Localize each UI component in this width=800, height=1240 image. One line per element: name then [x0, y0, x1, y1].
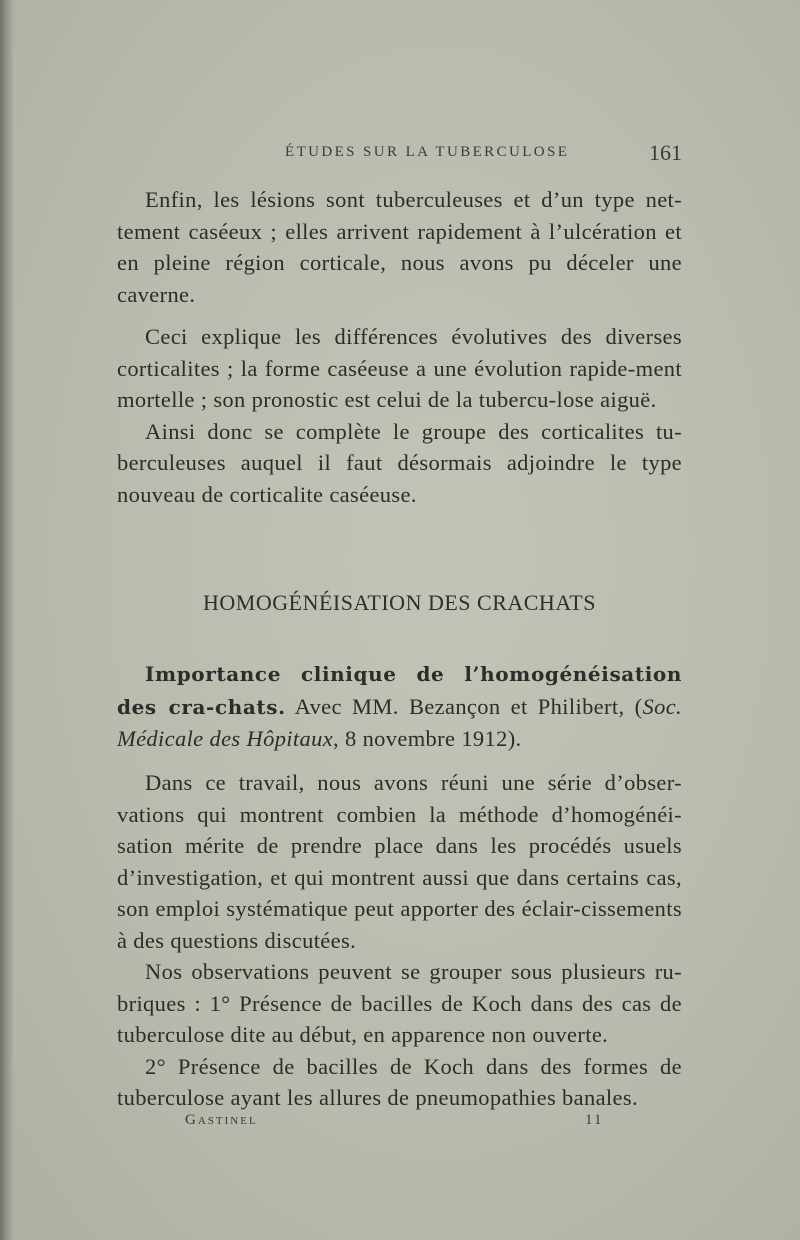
section-subheading	[117, 658, 682, 755]
paragraph-ainsi-donc: Ainsi donc se complète le groupe des corticalites tu-berculeuses auquel il faut désormais adjoindre le type nouveau de corticalite caséeuse.	[117, 418, 682, 507]
paragraph-presence: 2° Présence de bacilles de Koch dans des formes de tuberculose ayant les allures de pneumopathies banales.	[117, 1053, 682, 1110]
subheading-bold: Importance clinique de l’homogénéisation des cra-chats.	[117, 662, 682, 719]
running-title: ÉTUDES SUR LA TUBERCULOSE	[285, 144, 570, 160]
page-footer	[117, 1112, 682, 1136]
subheading-journal: Soc. Médicale des Hôpitaux	[117, 693, 683, 751]
paragraph-observations: Nos observations peuvent se grouper sous plusieurs ru-briques : 1° Présence de bacilles de Koch dans des cas de tuberculose dite au début, en apparence non ouverte.	[117, 959, 682, 1047]
paragraph-travail: Dans ce travail, nous avons réuni une série d’obser-vations qui montrent combien la méthode d’homogénéi-sation mérite de prendre place dans les procédés usuels d’investigation, et qui montrent aussi que dans certains cas, son emploi systématique peut apporter des éclair-cissements à des questions discutées.	[117, 770, 682, 953]
bottom-text-block	[117, 767, 682, 1114]
signature-mark: Gastinel	[185, 1112, 258, 1128]
binding-edge	[0, 0, 14, 1240]
paragraph-differences: Ceci explique les différences évolutives des diverses corticalites ; la forme caséeuse a une évolution rapide-ment mortelle ; son pronostic est celui de la tubercu-lose aiguë.	[117, 324, 682, 412]
subheading-block	[117, 658, 682, 755]
sheet-number: 11	[585, 1112, 604, 1128]
top-text-block	[117, 184, 682, 510]
paragraph-lesions: Enfin, les lésions sont tuberculeuses et d’un type net-tement caséeux ; elles arrivent rapidement à l’ulcération et en pleine région corticale, nous avons pu déceler une caverne.	[117, 187, 682, 307]
subheading-authors: Avec MM. Bezançon et Philibert, (	[285, 693, 643, 719]
section-title: HOMOGÉNÉISATION DES CRACHATS	[203, 590, 596, 615]
subheading-date: , 8 novembre 1912).	[333, 726, 522, 751]
page-number: 161	[649, 140, 682, 165]
running-head	[117, 140, 682, 170]
